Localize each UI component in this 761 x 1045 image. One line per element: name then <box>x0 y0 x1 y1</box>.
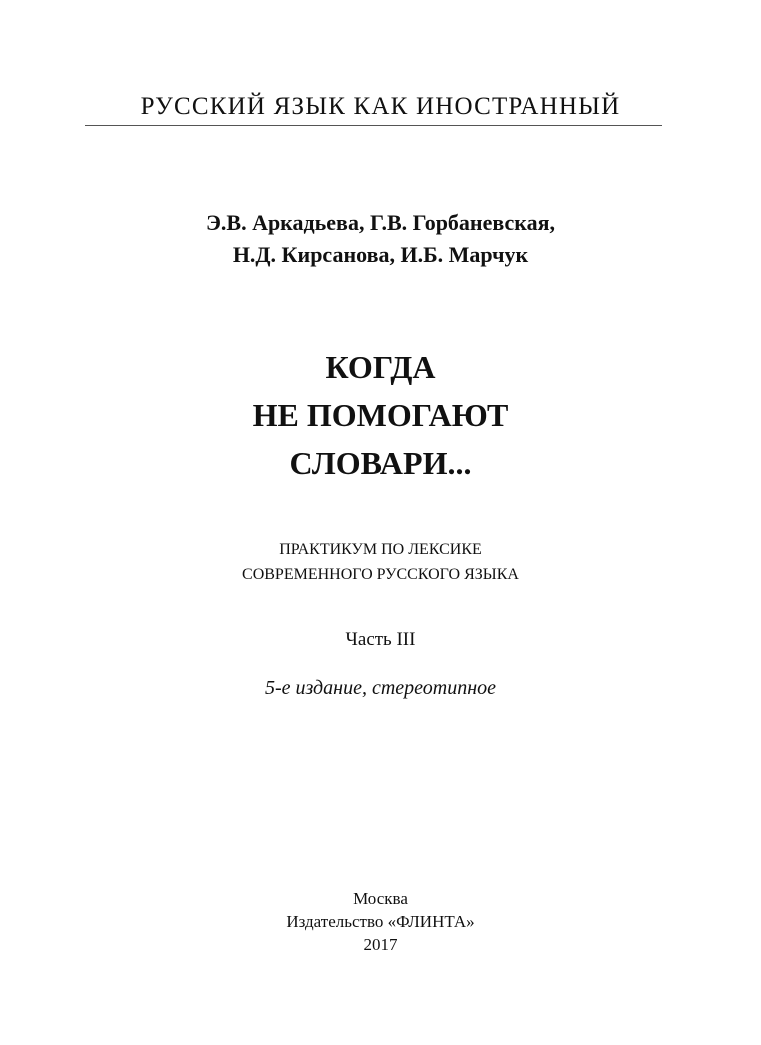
authors <box>0 207 761 271</box>
book-subtitle <box>0 537 761 587</box>
book-title-line: КОГДА <box>325 349 436 385</box>
authors-line: Н.Д. Кирсанова, И.Б. Марчук <box>232 242 529 267</box>
imprint-publisher: Издательство «ФЛИНТА» <box>286 912 475 931</box>
series-heading: РУССКИЙ ЯЗЫК КАК ИНОСТРАННЫЙ <box>140 93 621 120</box>
imprint-city: Москва <box>353 889 408 908</box>
book-title <box>0 343 761 487</box>
imprint-year: 2017 <box>363 935 398 954</box>
series-divider <box>85 125 662 126</box>
imprint <box>0 887 761 956</box>
edition-note: 5-е издание, стереотипное <box>264 677 497 699</box>
book-subtitle-line: СОВРЕМЕННОГО РУССКОГО ЯЗЫКА <box>242 566 519 583</box>
book-title-line: НЕ ПОМОГАЮТ <box>252 397 509 433</box>
part-number: Часть III <box>345 629 416 650</box>
book-title-line: СЛОВАРИ... <box>289 445 472 481</box>
book-subtitle-line: ПРАКТИКУМ ПО ЛЕКСИКЕ <box>279 541 482 558</box>
authors-line: Э.В. Аркадьева, Г.В. Горбаневская, <box>205 210 556 235</box>
